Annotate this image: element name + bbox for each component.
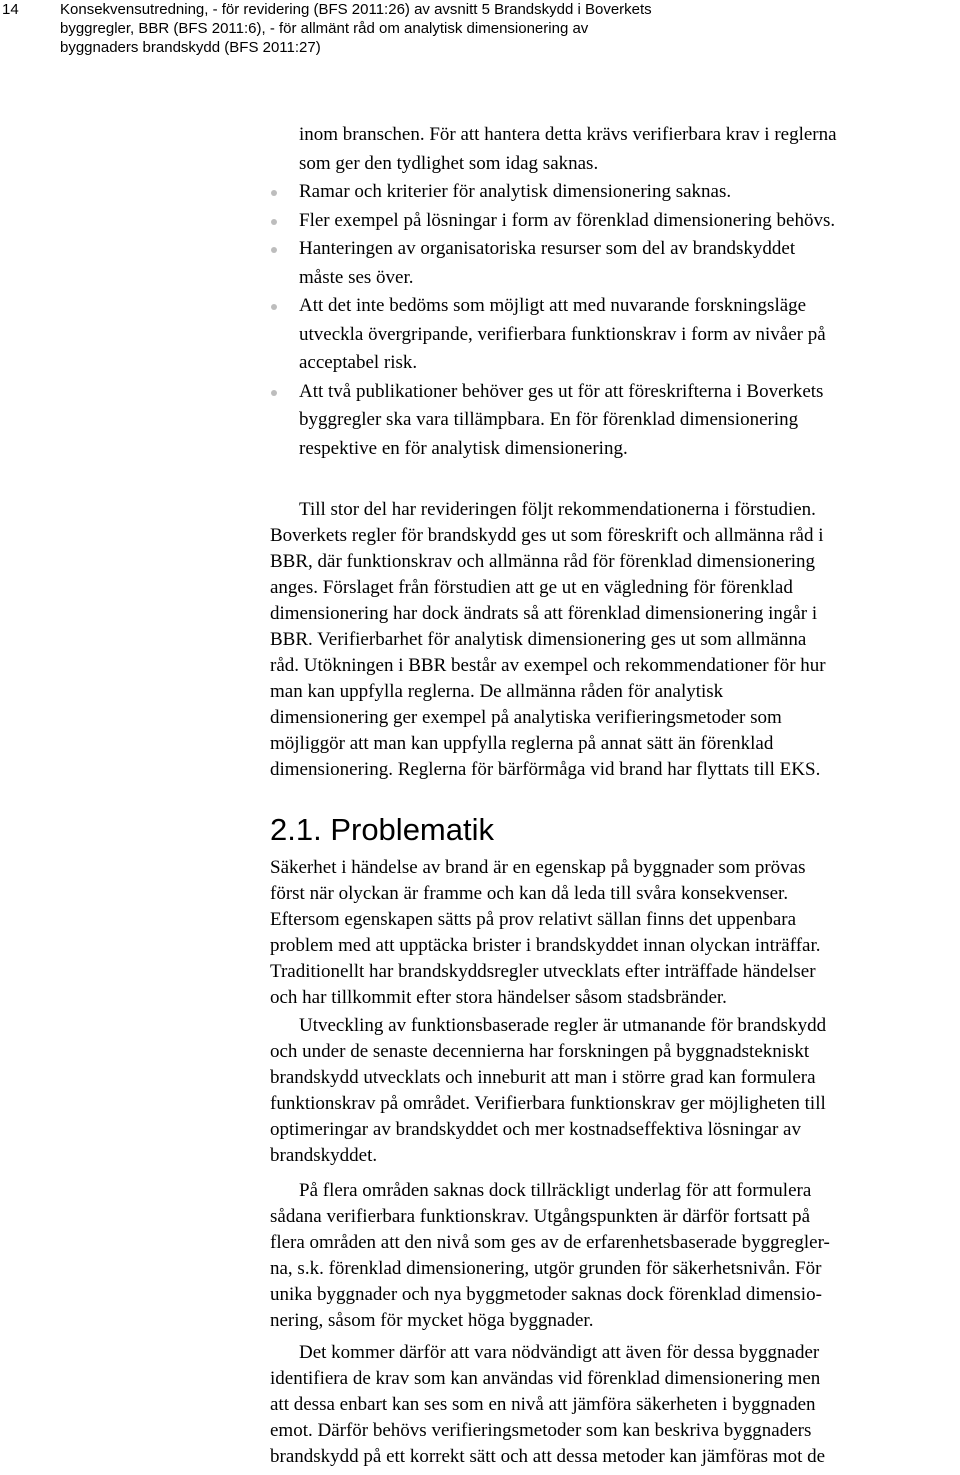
paragraph-line: Det kommer därför att vara nödvändigt att även för dessa byggnader [299, 1342, 820, 1363]
paragraph-line: funktionskrav på området. Verifierbara funktionskrav ger möjligheten till [270, 1093, 826, 1114]
list-item-line: acceptabel risk. [299, 352, 418, 373]
section-paragraph [270, 1340, 960, 1470]
paragraph-line: identifiera de krav som kan användas vid förenklad dimensionering men [270, 1368, 821, 1389]
paragraph-line: emot. Därför behövs verifieringsmetoder som kan beskriva byggnaders [270, 1420, 812, 1441]
paragraph-line: na, s.k. förenklad dimensionering, utgör grunden för säkerhetsnivån. För [270, 1258, 822, 1279]
list-item-line: Hanteringen av organisatoriska resurser som del av brandskyddet [299, 238, 796, 259]
list-item-line: måste ses över. [299, 266, 414, 288]
list-item-line: Att två publikationer behöver ges ut för att föreskrifterna i Boverkets [299, 380, 824, 402]
running-header-line: Konsekvensutredning, - för revidering (BFS 2011:26) av avsnitt 5 Brandskydd i Boverkets [60, 1, 652, 18]
paragraph-line: BBR. Verifierbarhet för analytisk dimensionering ges ut som allmänna [270, 629, 807, 650]
continued-text-line: inom branschen. För att hantera detta krävs verifierbara krav i reglerna [299, 124, 837, 145]
section-heading: 2.1. Problematik [270, 812, 494, 847]
bullet-icon [271, 190, 277, 196]
paragraph-line: dimensionering ger exempel på analytiska verifieringsmetoder som [270, 707, 782, 728]
bullet-icon [271, 247, 277, 253]
page-header [0, 0, 960, 60]
list-item-line: Ramar och kriterier för analytisk dimensionering saknas. [299, 181, 732, 202]
section-paragraph [270, 1178, 960, 1334]
list-item [270, 292, 960, 378]
bullet-section [270, 121, 960, 463]
list-item [270, 235, 960, 292]
paragraph-line: nering, såsom för mycket höga byggnader. [270, 1310, 594, 1331]
list-item-line: byggregler ska vara tillämpbara. En för förenklad dimensionering [299, 409, 799, 430]
bullet-list [270, 178, 960, 463]
paragraph-line: att dessa enbart kan ses som en nivå att jämföra säkerheten i byggnaden [270, 1394, 816, 1415]
paragraph-line: dimensionering. Reglerna för bärförmåga vid brand har flyttats till EKS. [270, 759, 821, 780]
bullet-icon [271, 219, 277, 225]
paragraph-line: brandskydd på ett korrekt sätt och att dessa metoder kan jämföras mot de [270, 1446, 826, 1467]
section-paragraph [270, 855, 960, 1011]
running-header [60, 0, 960, 57]
paragraph-line: och har tillkommit efter stora händelser såsom stadsbränder. [270, 987, 727, 1008]
paragraph-line: möjliggör att man kan uppfylla reglerna på annat sätt än förenklad [270, 733, 774, 754]
paragraph-line: anges. Förslaget från förstudien att ge ut en vägledning för förenklad [270, 577, 793, 598]
paragraph-line: brandskydd utvecklats och inneburit att man i större grad kan formulera [270, 1067, 816, 1088]
paragraph-line: flera områden att den nivå som ges av de erfarenhetsbaserade byggregler- [270, 1232, 830, 1253]
list-item-line: Fler exempel på lösningar i form av förenklad dimensionering behövs. [299, 209, 836, 231]
paragraph-line: unika byggnader och nya byggmetoder saknas dock förenklad dimensio- [270, 1284, 822, 1305]
summary-paragraph [270, 497, 960, 783]
paragraph-line: problem med att upptäcka brister i brandskyddet innan olyckan inträffar. [270, 935, 821, 956]
paragraph-line: råd. Utökningen i BBR består av exempel och rekommendationer för hur [270, 655, 826, 676]
paragraph-line: sådana verifierbara funktionskrav. Utgångspunkten är därför fortsatt på [270, 1206, 811, 1227]
continued-text-line: som ger den tydlighet som idag saknas. [299, 152, 599, 174]
running-header-line: byggnaders brandskydd (BFS 2011:27) [60, 39, 321, 56]
page-number: 14 [2, 1, 19, 18]
paragraph-line: optimeringar av brandskyddet och mer kostnadseffektiva lösningar av [270, 1119, 801, 1140]
list-item-line: respektive en för analytisk dimensionering. [299, 437, 628, 459]
paragraph-line: Till stor del har revideringen följt rekommendationerna i förstudien. [299, 499, 816, 520]
section-paragraph [270, 1013, 960, 1169]
paragraph-line: dimensionering har dock ändrats så att förenklad dimensionering ingår i [270, 603, 818, 624]
paragraph-line: BBR, där funktionskrav och allmänna råd för förenklad dimensionering [270, 551, 816, 572]
running-header-line: byggregler, BBR (BFS 2011:6), - för allmänt råd om analytisk dimensionering av [60, 20, 589, 37]
paragraph-line: På flera områden saknas dock tillräckligt underlag för att formulera [299, 1180, 812, 1201]
list-item-line: Att det inte bedöms som möjligt att med nuvarande forskningsläge [299, 295, 807, 316]
list-item-line: utveckla övergripande, verifierbara funktionskrav i form av nivåer på [299, 323, 826, 345]
list-item [270, 378, 960, 464]
bullet-icon [271, 304, 277, 310]
paragraph-line: Säkerhet i händelse av brand är en egenskap på byggnader som prövas [270, 857, 806, 878]
paragraph-line: Traditionellt har brandskyddsregler utvecklats efter inträffade händelser [270, 961, 816, 982]
list-item [270, 207, 960, 236]
paragraph-line: brandskyddet. [270, 1145, 378, 1166]
paragraph-line: Boverkets regler för brandskydd ges ut som föreskrift och allmänna råd i [270, 525, 824, 546]
list-item [270, 178, 960, 207]
paragraph-line: Utveckling av funktionsbaserade regler är utmanande för brandskydd [299, 1015, 827, 1036]
paragraph-line: Eftersom egenskapen sätts på prov relativt sällan finns det uppenbara [270, 909, 797, 930]
paragraph-line: man kan uppfylla reglerna. De allmänna råden för analytisk [270, 681, 724, 702]
paragraph-line: och under de senaste decennierna har forskningen på byggnadstekniskt [270, 1041, 810, 1062]
bullet-icon [271, 390, 277, 396]
paragraph-line: först när olyckan är framme och kan då leda till svåra konsekvenser. [270, 883, 789, 904]
